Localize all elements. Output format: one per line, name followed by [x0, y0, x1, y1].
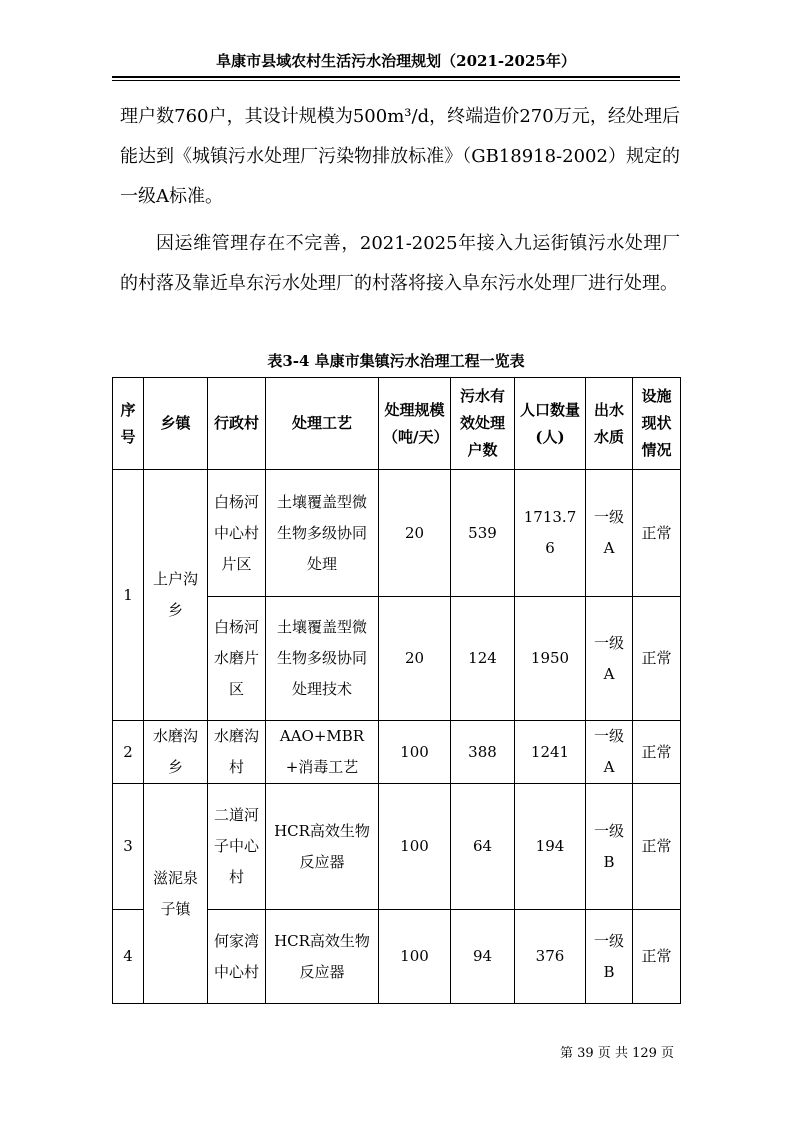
cell-village: 白杨河中心村片区 [208, 470, 266, 597]
cell-village: 二道河子中心村 [208, 784, 266, 910]
cell-status: 正常 [633, 910, 681, 1004]
cell-households: 94 [451, 910, 515, 1004]
header-cell-no: 序号 [113, 378, 144, 470]
page-number: 第 39 页 共 129 页 [560, 1046, 675, 1061]
cell-population: 194 [515, 784, 586, 910]
cell-households: 64 [451, 784, 515, 910]
header-cell-population: 人口数量(人) [515, 378, 586, 470]
cell-status: 正常 [633, 784, 681, 910]
cell-quality: 一级B [586, 910, 633, 1004]
body-paragraph-2: 因运维管理存在不完善，2021-2025年接入九运街镇污水处理厂的村落及靠近阜东污水处理厂的村落将接入阜东污水处理厂进行处理。 [120, 233, 680, 294]
table-row [113, 721, 681, 784]
cell-process: 土壤覆盖型微生物多级协同处理技术 [266, 597, 379, 721]
cell-quality: 一级A [586, 597, 633, 721]
cell-households: 388 [451, 721, 515, 784]
cell-process: HCR高效生物反应器 [266, 910, 379, 1004]
header-cell-quality: 出水水质 [586, 378, 633, 470]
header-rule-thin [112, 80, 680, 81]
table-caption: 表3-4 阜康市集镇污水治理工程一览表 [267, 352, 525, 370]
cell-village: 何家湾中心村 [208, 910, 266, 1004]
cell-no: 3 [113, 784, 144, 910]
cell-population: 1713.76 [515, 470, 586, 597]
cell-households: 124 [451, 597, 515, 721]
cell-population: 376 [515, 910, 586, 1004]
header-cell-status: 设施现状情况 [633, 378, 681, 470]
header-rule-thick [112, 76, 680, 78]
table-row [113, 470, 681, 597]
cell-process: 土壤覆盖型微生物多级协同处理 [266, 470, 379, 597]
cell-scale: 100 [379, 784, 451, 910]
cell-scale: 100 [379, 721, 451, 784]
cell-process: AAO+MBR+消毒工艺 [266, 721, 379, 784]
cell-status: 正常 [633, 470, 681, 597]
header-cell-households: 污水有效处理户数 [451, 378, 515, 470]
cell-quality: 一级A [586, 721, 633, 784]
cell-status: 正常 [633, 597, 681, 721]
cell-quality: 一级B [586, 784, 633, 910]
body-paragraph-1: 理户数760户，其设计规模为500m³/d，终端造价270万元，经处理后能达到《城镇污水处理厂污染物排放标准》（GB18918-2002）规定的一级A标准。 [120, 106, 680, 207]
header-cell-village: 行政村 [208, 378, 266, 470]
cell-scale: 100 [379, 910, 451, 1004]
cell-quality: 一级A [586, 470, 633, 597]
page-header-title: 阜康市县域农村生活污水治理规划（2021-2025年） [216, 52, 576, 70]
cell-status: 正常 [633, 721, 681, 784]
header-cell-town: 乡镇 [144, 378, 208, 470]
cell-no: 1 [113, 470, 144, 721]
cell-village: 白杨河水磨片区 [208, 597, 266, 721]
cell-no: 2 [113, 721, 144, 784]
header-cell-process: 处理工艺 [266, 378, 379, 470]
cell-population: 1950 [515, 597, 586, 721]
table-row [113, 784, 681, 910]
cell-town: 上户沟乡 [144, 470, 208, 721]
cell-no: 4 [113, 910, 144, 1004]
cell-scale: 20 [379, 597, 451, 721]
cell-process: HCR高效生物反应器 [266, 784, 379, 910]
sewage-project-table [112, 377, 681, 1004]
cell-village: 水磨沟村 [208, 721, 266, 784]
cell-town: 滋泥泉子镇 [144, 784, 208, 1004]
table-header-row [113, 378, 681, 470]
cell-town: 水磨沟乡 [144, 721, 208, 784]
cell-households: 539 [451, 470, 515, 597]
cell-population: 1241 [515, 721, 586, 784]
cell-scale: 20 [379, 470, 451, 597]
header-cell-scale: 处理规模（吨/天） [379, 378, 451, 470]
